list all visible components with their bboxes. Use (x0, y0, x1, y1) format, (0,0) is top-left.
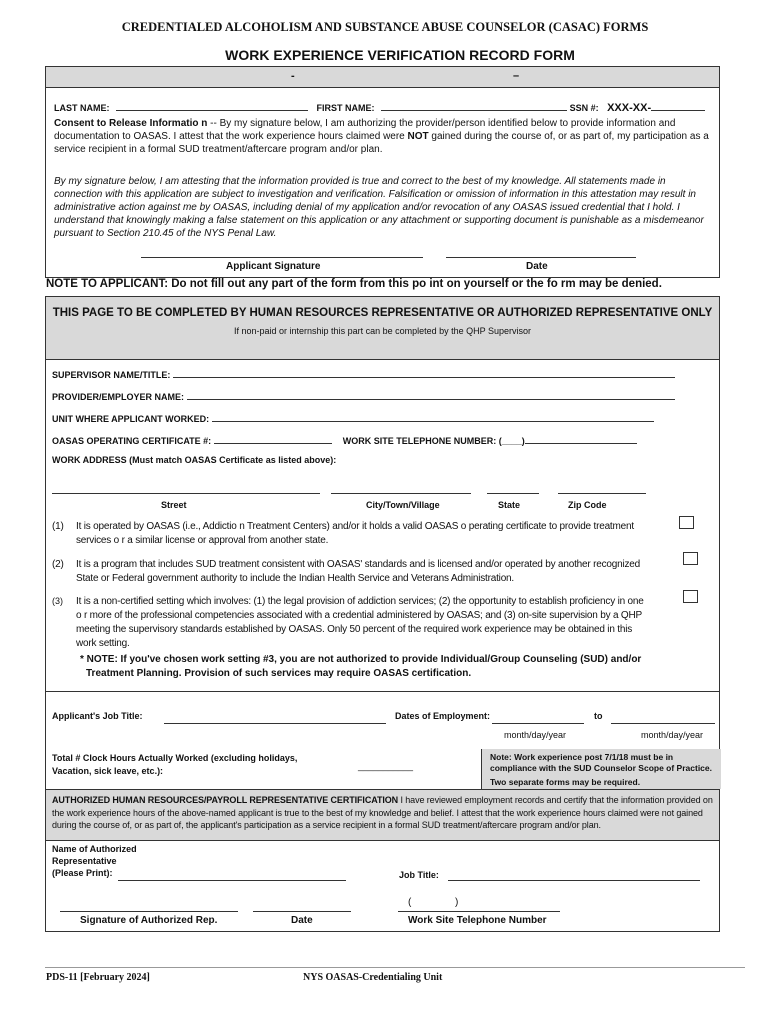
setting-2-checkbox[interactable] (683, 552, 698, 565)
rep-name-label (52, 843, 137, 879)
rep-job-title-label: Job Title: (399, 870, 439, 880)
state-label: State (498, 500, 521, 510)
setting-2-text: It is a program that includes SUD treatment consistent with OASAS' standards and is licensed and/or operated by another recognized State or Federal government authority to include the Indian Health Service and Veterans Administration. (76, 559, 641, 584)
last-name-label: LAST NAME: (54, 103, 110, 113)
city-label: City/Town/Village (366, 500, 440, 510)
address-label: WORK ADDRESS (Must match OASAS Certificate as listed above): (52, 455, 337, 465)
provider-field[interactable] (187, 389, 675, 400)
end-date-line[interactable] (611, 723, 715, 724)
supervisor-field[interactable] (173, 367, 675, 378)
top-band (46, 67, 719, 88)
cert-row (52, 433, 637, 446)
provider-row (52, 389, 675, 402)
applicant-signature-label: Applicant Signature (226, 261, 321, 272)
footer-rule (45, 967, 745, 968)
applicant-date-label: Date (526, 261, 548, 272)
worksite-phone-label: WORK SITE TELEPHONE NUMBER: (____) (342, 436, 525, 446)
form-title: WORK EXPERIENCE VERIFICATION RECORD FORM (225, 47, 575, 63)
rep-date-line[interactable] (253, 911, 351, 912)
attestation-paragraph: By my signature below, I am attesting that the information provided is true and correct to the best of my knowledge. All statements made in connection with this application are subject to investigation and verification. Falsification or omission of information in this attestation may result in administrative action against me by OASAS, including denial of my application and/or revocation of any OASAS issued credential that I hold. I understand that knowingly making a false statement on this application or any attachment or supporting document is punishable as a misdemeanor pursuant to Section 210.45 of the NYS Penal Law. (54, 176, 704, 239)
rep-signature-label: Signature of Authorized Rep. (80, 915, 218, 926)
end-date-format: month/day/year (641, 730, 704, 740)
state-line[interactable] (487, 493, 539, 494)
setting-1-number: (1) (52, 521, 64, 532)
band-mark-1: - (291, 70, 295, 82)
setting-3-note: * NOTE: If you've chosen work setting #3, you are not authorized to provide Individual/Group Counseling (SUD) and/or Treatment Planning. Provision of such services may require OASAS certification. (80, 654, 642, 679)
consent-title: Consent to Release Informatio n (54, 118, 208, 129)
hr-subtitle: If non-paid or internship this part can be completed by the QHP Supervisor (234, 326, 531, 336)
first-name-label: FIRST NAME: (316, 103, 375, 113)
cert-label: OASAS OPERATING CERTIFICATE #: (52, 436, 212, 446)
phone-paren-open: ( (408, 897, 412, 908)
dates-label: Dates of Employment: (395, 711, 491, 721)
rep-date-label: Date (291, 915, 313, 926)
consent-text-1: -- By my signature below, I am authorizing the provider/person identified below to provide information and documentation to OASAS. I attest that the work experience hours claimed were (54, 118, 676, 142)
start-date-line[interactable] (492, 723, 584, 724)
hours-label-2: Vacation, sick leave, etc.): (52, 766, 164, 776)
provider-label: PROVIDER/EMPLOYER NAME: (52, 392, 185, 402)
consent-text-2: gained during the course of, or as part of, my participation as a service recipient in a formal SUD treatment/aftercare program and/or plan. (54, 131, 709, 155)
certification-title: AUTHORIZED HUMAN RESOURCES/PAYROLL REPRESENTATIVE CERTIFICATION (52, 795, 399, 805)
applicant-signature-line[interactable] (141, 257, 423, 258)
document-title: CREDENTIALED ALCOHOLISM AND SUBSTANCE ABUSE COUNSELOR (CASAC) FORMS (121, 20, 649, 34)
setting-1-checkbox[interactable] (679, 516, 694, 529)
first-name-field[interactable] (381, 100, 567, 111)
rep-job-title-line[interactable] (448, 880, 700, 881)
scope-note-box (481, 749, 721, 789)
consent-paragraph (54, 117, 714, 156)
rep-name-label-3: (Please Print): (52, 868, 113, 878)
setting-3-text: It is a non-certified setting which involves: (1) the legal provision of addiction services; (2) the opportunity to establish proficiency in one o r more of the professional competencies associated with a credential administered by OASAS; and (3) on-site supervision by a QHP meeting the supervisory standards established by OASAS. Only 50 percent of the required work experience may be obtained in this work setting. (76, 596, 644, 649)
footer-form-id: PDS-11 [February 2024] (46, 972, 150, 983)
hours-field[interactable]: ___________ (358, 761, 414, 771)
certification-text: I have reviewed employment records and certify that the information provided on the work experience hours of the above-named applicant is true to the best of my knowledge and belief. I attest that the work experience hours claimed were not gained during the course of, or as part of, the applicant's participation as a service recipient in a formal SUD treatment/aftercare program and/or plan. (52, 795, 713, 830)
consent-not: NOT (407, 131, 429, 142)
phone-paren-close: ) (455, 897, 459, 908)
hr-header-band (46, 297, 719, 360)
setting-3-number: (3) (52, 596, 63, 606)
setting-3-checkbox[interactable] (683, 590, 698, 603)
to-label: to (594, 711, 603, 721)
supervisor-label: SUPERVISOR NAME/TITLE: (52, 370, 171, 380)
unit-row (52, 411, 654, 424)
note-to-applicant: NOTE TO APPLICANT: Do not fill out any part of the form from this po int on yourself or the fo rm may be denied. (46, 278, 662, 290)
ssn-label: SSN #: (569, 103, 599, 113)
scope-note-1: Note: Work experience post 7/1/18 must be in compliance with the SUD Counselor Scope of Practice. (490, 752, 712, 773)
hr-title: THIS PAGE TO BE COMPLETED BY HUMAN RESOURCES REPRESENTATIVE OR AUTHORIZED REPRESENTATIVE ONLY (52, 307, 713, 319)
zip-line[interactable] (558, 493, 646, 494)
street-line[interactable] (52, 493, 320, 494)
hours-label-1: Total # Clock Hours Actually Worked (excluding holidays, (52, 753, 298, 763)
rep-signature-line[interactable] (60, 911, 238, 912)
start-date-format: month/day/year (504, 730, 567, 740)
setting-1-text: It is operated by OASAS (i.e., Addictio n Treatment Centers) and/or it holds a valid OASAS o perating certificate to provide treatment services o r a similar license or approval from another state. (76, 521, 634, 546)
rep-phone-label: Work Site Telephone Number (408, 915, 547, 926)
street-label: Street (161, 500, 187, 510)
divider-1 (46, 691, 719, 692)
ssn-field[interactable] (651, 100, 705, 111)
job-title-label: Applicant's Job Title: (52, 711, 143, 721)
supervisor-row (52, 367, 675, 380)
last-name-field[interactable] (116, 100, 308, 111)
rep-name-label-1: Name of Authorized (52, 844, 137, 854)
band-mark-2: – (513, 70, 520, 82)
unit-label: UNIT WHERE APPLICANT WORKED: (52, 414, 210, 424)
unit-field[interactable] (212, 411, 654, 422)
certification-paragraph (52, 794, 716, 832)
city-line[interactable] (331, 493, 471, 494)
certification-band (46, 789, 719, 841)
zip-label: Zip Code (568, 500, 607, 510)
worksite-phone-field[interactable] (525, 433, 637, 444)
cert-field[interactable] (214, 433, 332, 444)
setting-2-number: (2) (52, 559, 64, 570)
footer-unit: NYS OASAS-Credentialing Unit (303, 972, 443, 983)
rep-phone-line[interactable] (398, 911, 560, 912)
rep-name-label-2: Representative (52, 856, 117, 866)
scope-note-2: Two separate forms may be required. (490, 777, 641, 787)
hr-section (45, 296, 720, 932)
applicant-date-line[interactable] (446, 257, 636, 258)
rep-name-line[interactable] (118, 880, 346, 881)
job-title-line[interactable] (164, 723, 386, 724)
ssn-prefix: XXX-XX- (607, 102, 652, 114)
name-row (54, 100, 719, 114)
applicant-section (45, 66, 720, 278)
